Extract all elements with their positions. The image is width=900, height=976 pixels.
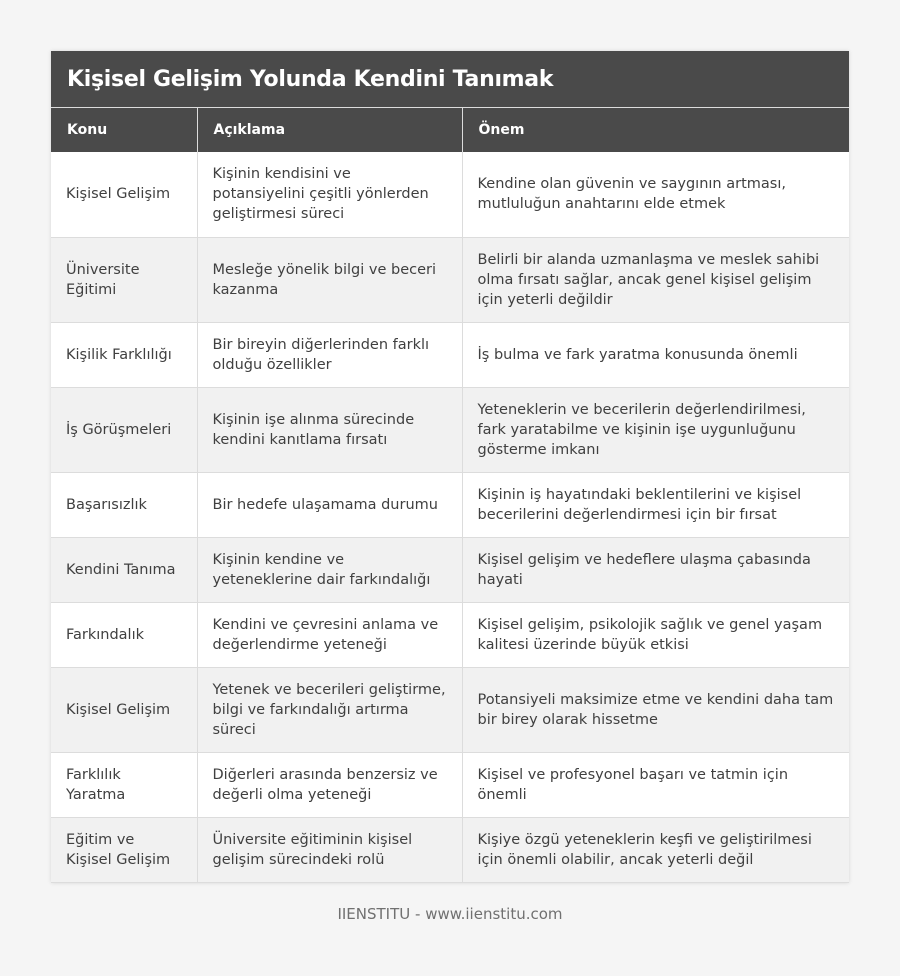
table-row <box>51 152 849 237</box>
cell-konu: Üniversite Eğitimi <box>51 237 197 322</box>
cell-aciklama: Kendini ve çevresini anlama ve değerlendirme yeteneği <box>197 602 462 667</box>
cell-konu: Eğitim ve Kişisel Gelişim <box>51 817 197 882</box>
header-row <box>51 108 849 152</box>
table-row <box>51 537 849 602</box>
cell-aciklama: Diğerleri arasında benzersiz ve değerli olma yeteneği <box>197 752 462 817</box>
footer-credit: IIENSTITU - www.iienstitu.com <box>337 905 563 923</box>
data-table <box>51 108 849 883</box>
cell-onem: Potansiyeli maksimize etme ve kendini daha tam bir birey olarak hissetme <box>462 667 849 752</box>
title-bar <box>51 51 849 108</box>
cell-konu: Kendini Tanıma <box>51 537 197 602</box>
cell-onem: Belirli bir alanda uzmanlaşma ve meslek sahibi olma fırsatı sağlar, ancak genel kişisel gelişim için yeterli değildir <box>462 237 849 322</box>
cell-aciklama: Kişinin kendine ve yeteneklerine dair farkındalığı <box>197 537 462 602</box>
column-header-konu: Konu <box>51 108 197 152</box>
table-row <box>51 602 849 667</box>
table-row <box>51 752 849 817</box>
cell-aciklama: Üniversite eğitiminin kişisel gelişim sürecindeki rolü <box>197 817 462 882</box>
table-title: Kişisel Gelişim Yolunda Kendini Tanımak <box>67 66 554 92</box>
cell-onem: İş bulma ve fark yaratma konusunda önemli <box>462 322 849 387</box>
table-row <box>51 237 849 322</box>
cell-onem: Yeteneklerin ve becerilerin değerlendirilmesi, fark yaratabilme ve kişinin işe uygunluğunu gösterme imkanı <box>462 387 849 472</box>
table-card <box>51 51 849 883</box>
cell-onem: Kişinin iş hayatındaki beklentilerini ve kişisel becerilerini değerlendirmesi için bir fırsat <box>462 472 849 537</box>
cell-onem: Kişisel gelişim ve hedeflere ulaşma çabasında hayati <box>462 537 849 602</box>
column-header-onem: Önem <box>462 108 849 152</box>
cell-konu: Farklılık Yaratma <box>51 752 197 817</box>
table-row <box>51 667 849 752</box>
column-header-aciklama: Açıklama <box>197 108 462 152</box>
cell-aciklama: Mesleğe yönelik bilgi ve beceri kazanma <box>197 237 462 322</box>
table-row <box>51 322 849 387</box>
cell-onem: Kişisel gelişim, psikolojik sağlık ve genel yaşam kalitesi üzerinde büyük etkisi <box>462 602 849 667</box>
cell-konu: Kişisel Gelişim <box>51 667 197 752</box>
table-row <box>51 387 849 472</box>
cell-onem: Kişisel ve profesyonel başarı ve tatmin için önemli <box>462 752 849 817</box>
table-row <box>51 817 849 882</box>
cell-konu: Kişilik Farklılığı <box>51 322 197 387</box>
table-row <box>51 472 849 537</box>
cell-aciklama: Kişinin işe alınma sürecinde kendini kanıtlama fırsatı <box>197 387 462 472</box>
cell-aciklama: Kişinin kendisini ve potansiyelini çeşitli yönlerden geliştirmesi süreci <box>197 152 462 237</box>
cell-konu: Farkındalık <box>51 602 197 667</box>
cell-konu: Kişisel Gelişim <box>51 152 197 237</box>
cell-onem: Kendine olan güvenin ve saygının artması, mutluluğun anahtarını elde etmek <box>462 152 849 237</box>
cell-aciklama: Bir hedefe ulaşamama durumu <box>197 472 462 537</box>
cell-konu: İş Görüşmeleri <box>51 387 197 472</box>
cell-aciklama: Yetenek ve becerileri geliştirme, bilgi ve farkındalığı artırma süreci <box>197 667 462 752</box>
cell-onem: Kişiye özgü yeteneklerin keşfi ve geliştirilmesi için önemli olabilir, ancak yeterli değil <box>462 817 849 882</box>
cell-aciklama: Bir bireyin diğerlerinden farklı olduğu özellikler <box>197 322 462 387</box>
cell-konu: Başarısızlık <box>51 472 197 537</box>
